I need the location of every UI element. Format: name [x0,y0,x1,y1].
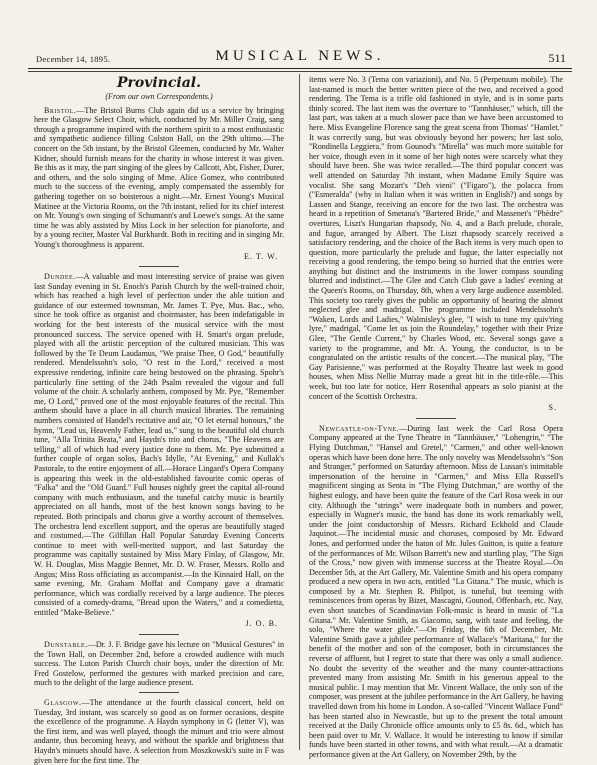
article-text: —The Bristol Burns Club again did us a service by bringing here the Glasgow Select Choir, which, conducted by Mr. Miller Craig, sang through a programme inspired with the northern spirit to a most enthusiastic and sympathetic audience filling Colston Hall, on the 29th ultimo.—The concert on the 5th instant, by the Bristol Gleemen, conducted by Mr. Walter Kidner, should furnish means for the charity in whose interest it was given. Be this as it may, the part singing of the glees by Callcott, Abt, Fisher, Durer, and others, and the solo singing of Mme. Alice Gomez, who contributed much to the success of the evening, amply compensated the assembly for gathering together on so boisterous a night.—Mr. Ernest Young's Musical Matinee at the Victoria Rooms, on the 7th instant, relied for its chief interest on Mr. Young's own singing of Schumann's and Loewe's songs. At the same time he was ably assisted by Miss Lock in her selection for pianoforte, and by a young reciter, Master Val Burkhardt. Both in reciting and in singing Mr. Young's thoroughness is apparent. [34,105,284,249]
page-header [28,48,572,68]
article-place: Dundee. [44,272,76,282]
article-place: Glasgow. [44,698,82,708]
issue-date: December 14, 1895. [36,54,111,64]
article-signature: E. T. W. [243,251,278,261]
article-separator [139,266,179,267]
masthead-title: MUSICAL NEWS. [215,48,385,64]
article-text: —During last week the Carl Rosa Opera Company appeared at the Tyne Theatre in "Tannhäuser," "Lohengrin," "The Flying Dutchman," "Hansel and Gretel," "Carmen," and other well-known operas which have been done here. The only novelty was Mendelssohn's "Son and Stranger," performed on Saturday afternoon. Miss de Lussan's inimitable impersonation of the heroine in "Carmen," and Miss Ella Russell's magnificent singing as Senta in "The Flying Dutchman," are worthy of the highest eulogy, and have been quite the feature of the Carl Rosa week in our city. Although the "strings" were inadequate both in numbers and power, especially in Wagner's music, the band has done its work remarkably well, under the joint conductorship of Messrs. Richard Eckhold and Claude Jaquinot.—The incidental music and choruses, composed by Mr. Edward Jones, and performed under the baton of Mr. Jules Guitton, is quite a feature of the performances of Mr. Wilson Barrett's new and startling play, "The Sign of the Cross," now given with immense success at the Theatre Royal.—On December 5th, at the Art Gallery, Mr. Valentine Smith and his opera company produced a new opera in two acts, entitled "La Gitana." The music, which is composed by a Mr. Stephen R. Philpot, is tuneful, but teeming with reminiscences from operas by Bizet, Mascagni, Gounod, Offenbach, etc. Nay, even short snatches of Scandinavian Folk-music is heard in music of "La Gitana." Mr. Valentine Smith, as Giacomo, sang, with taste and feeling, the solo, "Where the water glide."—On Friday, the 6th of December, Mr. Valentine Smith gave a jubilee performance of Wallace's "Maritana," for the benefit of the mother and son of the composer, both in circumstances the reverse of affluent, but I regret to state that there was only a small audience. No doubt the severity of the weather and the many counter-attractions prevented many from assisting Mr. Smith in his generous appeal to the musical public. I may mention that Mr. Vincent Wallace, the only son of the composer, was present at the jubilee performance in the Art Gallery, he having travelled down from his home in London. A so-called "Vincent Wallace Fund" has been started also in Newcastle, but up to the present the total amount received at the Daily Chronicle office amounts only to £5 8s. 6d., which has been paid over to Mr. V. Wallace. It would be interesting to know if similar funds have been started in other towns, and with what result.—At a dramatic performance given at the Art Gallery, on November 29th, by the [309,423,564,759]
article-signature: J. O. B. [245,619,278,629]
section-subheading: (From our own Correspondents.) [105,92,213,101]
article-place: Newcastle-on-Tyne. [319,423,400,433]
article-separator [139,692,179,693]
header-rule-thin [28,71,572,72]
article-text: —The attendance at the fourth classical concert, held on Tuesday, 3rd instant, was scarcely so good as on former occasions, despite the excellence of the programme. A Haydn symphony in G (letter V), was the first item, and was well played, though the minuet and trio were almost andante, thus becoming heavy, and without the sparkle and brightness that Haydn's minuets should have. A selection from Moszkowski's suite in F was given here for the first time. The [34,698,284,765]
column-divider [299,74,300,750]
article-text: —Dr. J. F. Bridge gave his lecture on "Musical Gestures" in the Town Hall, on December 2nd, before a crowded audience with much success. The Luton Parish Church choir boys, under the direction of Mr. Fred Gostelow, performed the gestures with marked precision and care, much to the delight of the large audience present. [34,640,284,688]
header-rule [28,68,572,69]
article-dundee [34,272,284,629]
right-column [309,75,564,759]
page-number: 511 [548,51,566,65]
article-text: items were No. 3 (Tema con variazioni), and No. 5 (Perpetuum mobile). The last-named is much the better written piece of the two, and received a good rendering. The Tema is a trifle old fashioned in style, and is in some parts thinly scored. The last item was the overture to "Tannhäuser," which, till the last part, was taken at a much slower pace than we have been accustomed to here. Miss Evangeline Florence sang the great scena from Thomas' "Hamlet." It was correctly sung, but was obviously beyond her powers; her last solo, "Rondinella Leggiera," from Gounod's "Mirella" was much more suitable for her voice, though even in it some of her high notes were scarcely what they should have been. She was twice recalled.—The third popular concert was well attended on Saturday 7th instant, when Madame Emily Squire was vocalist. She sang Mozart's "Deh vieni" ("Figaro"), the polacca from ("Esmeralda" (why in Italian when it was written in English?) and songs by Lassen and Stange, receiving an encore for the two last. The orchestra was heard in a repetition of Smetana's "Bartered Bride," and Massenet's "Phèdre" overtures, Liszt's Hungarian rhapsody, No. 4, and a Bach prelude, chorale, and fugue, arranged by Albert. The Liszt rhapsody scarcely received a satisfactory rendering, and the choice of the Bach items is very much open to question, more particularly the prelude and fugue, the latter especially not receiving a good rendering, the tempo being so hurried that the entries were anything but distinct and the instruments in the lower compass sounding blurred and indistinct.—The Glee and Catch Club gave a ladies' evening at the Queen's Rooms, on Thursday, 8th, when a very large audience assembled. This society too rarely gives the public an opportunity of hearing the almost neglected glee and madrigal. The programme included Mendelssohn's "Waken, Lords and Ladies," Walmisley's glee, "I wish to tune my quiv'ring lyre," madrigal, "Come let us join the Roundelay," together with their Prize Glee, "The Gentle Current," by Charles Wood, etc. Several songs gave a variety to the programme, and Mr. A. Young, the conductor, is to be congratulated on the artistic results of the concert.—The musical play, "The Gay Parisienne," was performed at the Royalty Theatre last week to good houses, when Miss Nellie Murray made a great hit in the title-rôle.—This week, but too late for notice, Herr Rosenthal appears as solo pianist at the concert of the Scottish Orchestra. [309,75,563,401]
left-column [34,75,284,765]
article-newcastle [309,424,563,760]
article-place: Dunstable. [44,640,88,650]
article-dunstable [34,640,284,688]
article-glasgow-continued [309,75,563,413]
section-heading: Provincial. [117,75,201,91]
article-text: —A valuable and most interesting service of praise was given last Sunday evening in St. Enoch's Parish Church by the well-trained choir, which has reached a high level of perfection under the able tuition and guidance of our esteemed townsman, Mr. James T. Pye, Mus. Bac., who, since he took office as organist and choirmaster, has been indefatigable in working for the best interests of the musical service with the most pronounced success. The service opened with H. Smart's organ prelude, played with all the artistic perception of the cultured musician. This was followed by the Te Deum Laudamus, "We praise Thee, O God," beautifully rendered. Mendelssohn's solo, "O rest in the Lord," received a most expressive rendering, infinite care being bestowed on the phrasing. Spohr's particularly fine setting of the 24th Psalm revealed the vigour and full volume of the choir. A scholarly anthem, composed by Mr. Pye, "Remember me, O Lord," proved one of the most enjoyable features of the recital. This anthem should have a place in all church musical libraries. The remaining numbers consisted of Handel's recitative and air, "O let eternal honours," the hymn, "Lead us, Heavenly Father, lead us," sung to the beautiful old church tune, "Alla Trinita Beata," and Haydn's trio and chorus, "The Heavens are telling," all of which had every justice done to them. Mr. Pye submitted a further couple of organ solos, Bach's Idylle, "At Evening," and Kullak's Pastorale, to the entire enjoyment of all.—Horace Lingard's Opera Company is appearing this week in the old-established favourite comic operas of "Falka" and the "Old Guard." Full houses nightly greet the capital all-round company with much enthusiasm, and the tuneful catchy music is heartily appreciated on all hands, most of the best known songs having to be repeated. Both principals and chorus give a worthy account of themselves. The orchestra lend excellent support, and the operas are beautifully staged and costumed.—The Gilfillan Hall Popular Saturday Evening Concerts continue to meet with well-merited support, and last Saturday the programme was capitally sustained by Miss Mary Finlay, of Glasgow, Mr. W. H. Douglas, Miss Maggie Bennet, Mr. D. W. Fraser, Messrs. Rollo and Angus; Miss Ross officiating as accompanist.—In the Kinnaird Hall, on the same evening, Mr. Graham Moffat and Company gave a dramatic performance, which was cordially received by a large audience. The pieces consisted of a comedy-drama, "Bread upon the Waters," and a comedietta, entitled "Make-Believe." [34,272,284,617]
article-glasgow [34,698,284,765]
article-separator [416,418,456,419]
article-bristol [34,106,284,262]
article-separator [139,634,179,635]
article-signature: S. [548,403,557,413]
article-place: Bristol. [44,105,77,115]
